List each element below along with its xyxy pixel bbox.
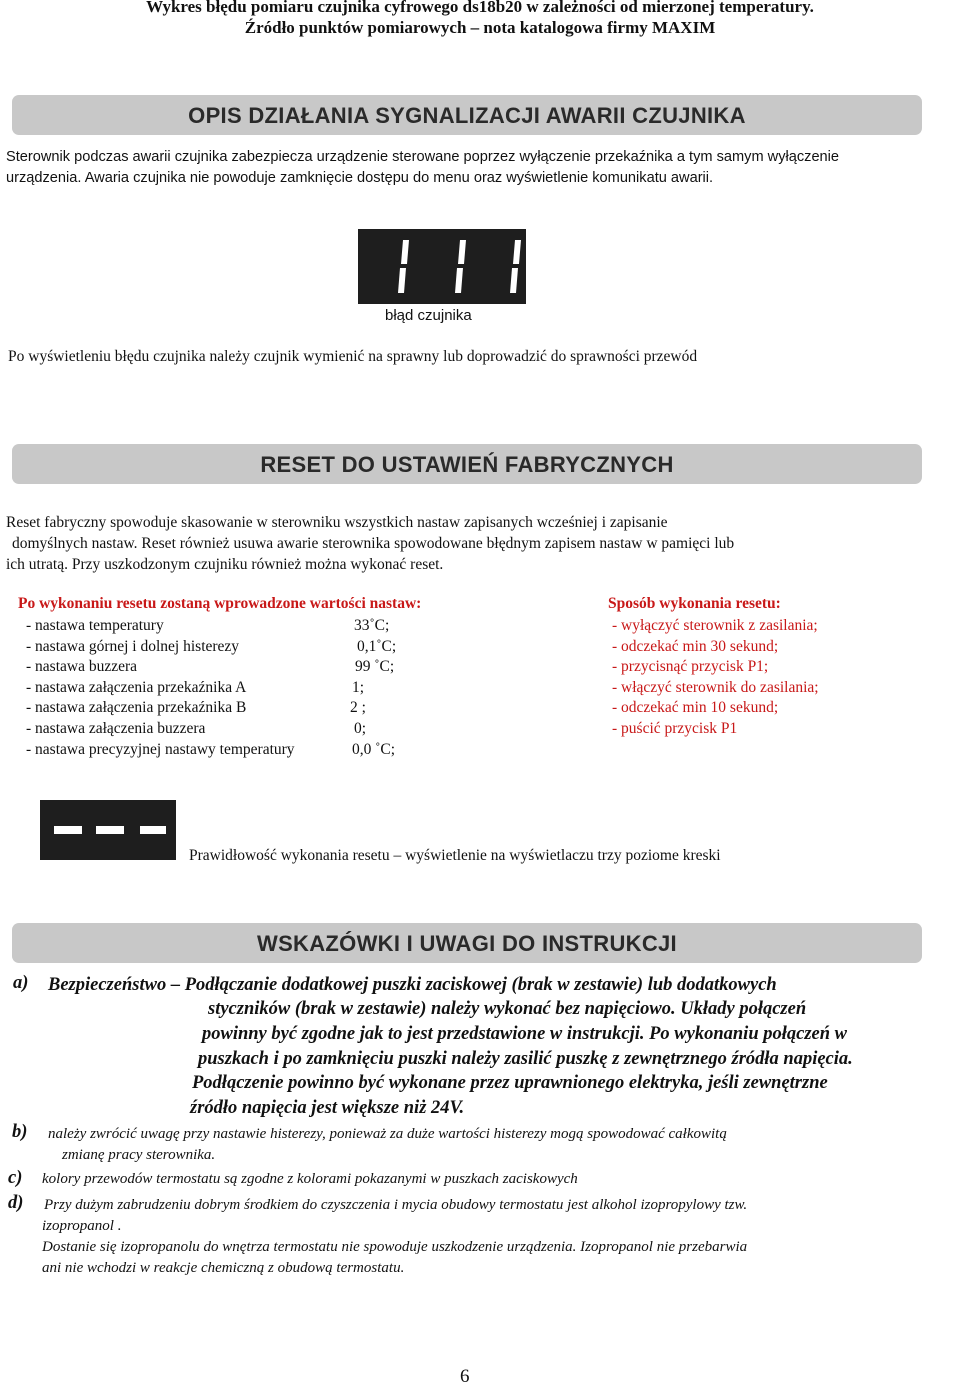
note-d-line1: Przy dużym zabrudzeniu dobrym środkiem do czyszczenia i mycia obudowy termostatu jest alkohol izopropylowy tzw. [44, 1197, 748, 1213]
section-title: WSKAZÓWKI I UWAGI DO INSTRUKCJI [257, 931, 677, 956]
note-b-letter: b) [12, 1122, 28, 1142]
sensor-replace-instruction: Po wyświetleniu błędu czujnika należy czujnik wymienić na sprawny lub doprowadzić do sprawności przewód [8, 348, 698, 365]
list-item [26, 616, 390, 637]
note-c-line: kolory przewodów termostatu są zgodne z kolorami pokazanymi w puszkach zaciskowych [42, 1171, 578, 1187]
error-digits-graphic [358, 229, 526, 304]
setting-label: - nastawa precyzyjnej nastawy temperatury [26, 740, 295, 758]
reset-display [40, 800, 176, 860]
setting-label: - nastawa załączenia przekaźnika B [26, 699, 247, 717]
setting-value: 1; [352, 678, 365, 696]
list-item: - odczekać min 30 sekund; [612, 637, 779, 655]
error-display [358, 229, 526, 304]
note-a-line5: Podłączenie powinno być wykonane przez uprawnionego elektryka, jeśli zewnętrzne [192, 1073, 828, 1093]
note-a-letter: a) [13, 973, 29, 993]
reset-method-steps [612, 616, 819, 740]
reset-paragraph-line3: ich utratą. Przy uszkodzonym czujniku również można wykonać reset. [6, 556, 444, 573]
note-c-letter: c) [8, 1168, 23, 1188]
note-a-line2: styczników (brak w zestawie) należy wykonać bez napięciowo. Układy połączeń [208, 999, 807, 1019]
reset-display-caption: Prawidłowość wykonania resetu – wyświetlenie na wyświetlaczu trzy poziome kreski [189, 847, 721, 864]
reset-paragraph-line2: domyślnych nastaw. Reset również usuwa awarie sterownika spowodowane błędnym zapisem nastaw w pamięci lub [12, 535, 735, 552]
document-header-line1: Wykres błędu pomiaru czujnika cyfrowego ds18b20 w zależności od mierzonej temperatury. [146, 0, 814, 16]
settings-heading: Po wykonaniu resetu zostaną wprowadzone wartości nastaw: [18, 595, 422, 612]
section-banner-sensor-failure [12, 95, 922, 135]
reset-paragraph-line1: Reset fabryczny spowoduje skasowanie w sterowniku wszystkich nastaw zapisanych wcześniej i zapisanie [6, 514, 668, 531]
setting-value: 2 ; [350, 699, 366, 717]
note-d-line2: izopropanol . [42, 1218, 122, 1234]
list-item: - odczekać min 10 sekund; [612, 699, 779, 717]
section-banner-notes [12, 923, 922, 963]
setting-value: 0,0 ˚C; [352, 740, 396, 758]
setting-label: - nastawa temperatury [26, 617, 164, 634]
list-item [26, 719, 367, 740]
note-b-line2: zmianę pracy sterownika. [62, 1147, 216, 1163]
note-d-line4: ani nie wchodzi w reakcje chemiczną z obudową termostatu. [42, 1260, 405, 1276]
list-item: - przycisnąć przycisk P1; [612, 658, 769, 676]
list-item [26, 637, 397, 658]
setting-label: - nastawa buzzera [26, 658, 138, 676]
list-item: - puścić przycisk P1 [612, 719, 738, 737]
list-item [26, 678, 365, 699]
note-d-line3: Dostanie się izopropanolu do wnętrza termostatu nie spowoduje uszkodzenie urządzenia. Izopropanol nie przebarwia [42, 1239, 748, 1255]
sensor-failure-paragraph-line2: urządzenia. Awaria czujnika nie powoduje zamknięcie dostępu do menu oraz wyświetlenie komunikatu awarii. [6, 170, 714, 186]
list-item [26, 657, 395, 678]
setting-label: - nastawa górnej i dolnej histerezy [26, 637, 240, 655]
default-settings-list [26, 616, 397, 760]
note-d-letter: d) [8, 1193, 24, 1213]
note-a-line1: Bezpieczeństwo – Podłączanie dodatkowej puszki zaciskowej (brak w zestawie) lub dodatkowych [48, 975, 777, 995]
list-item [26, 698, 366, 719]
sensor-failure-paragraph-line1: Sterownik podczas awarii czujnika zabezpiecza urządzenie sterowane poprzez wyłączenie przekaźnika a tym samym wyłączenie [6, 149, 840, 165]
section-title: OPIS DZIAŁANIA SYGNALIZACJI AWARII CZUJNIKA [188, 103, 746, 128]
list-item: - włączyć sterownik do zasilania; [612, 678, 819, 696]
setting-value: 33˚C; [354, 617, 390, 634]
error-display-caption: błąd czujnika [385, 307, 472, 324]
setting-label: - nastawa załączenia przekaźnika A [26, 678, 247, 696]
setting-value: 0; [354, 719, 367, 737]
note-a-line3: powinny być zgodne jak to jest przedstawione w instrukcji. Po wykonaniu połączeń w [202, 1024, 847, 1044]
list-item: - wyłączyć sterownik z zasilania; [612, 617, 818, 634]
section-banner-factory-reset [12, 444, 922, 484]
setting-value: 0,1˚C; [357, 637, 397, 655]
note-a-line4: puszkach i po zamknięciu puszki należy zasilić puszkę z zewnętrznego źródła napięcia. [198, 1049, 853, 1069]
section-title: RESET DO USTAWIEŃ FABRYCZNYCH [260, 452, 674, 477]
note-a-line6: źródło napięcia jest większe niż 24V. [190, 1098, 465, 1118]
page-number: 6 [460, 1366, 470, 1387]
list-item [26, 740, 396, 761]
note-b-line1: należy zwrócić uwagę przy nastawie histerezy, ponieważ za duże wartości histerezy mogą spowodować całkowitą [48, 1126, 727, 1142]
reset-method-heading: Sposób wykonania resetu: [608, 595, 781, 612]
document-header-line2: Źródło punktów pomiarowych – nota katalogowa firmy MAXIM [244, 18, 716, 37]
setting-label: - nastawa załączenia buzzera [26, 719, 206, 737]
dash-graphic [40, 800, 176, 860]
setting-value: 99 ˚C; [355, 658, 395, 676]
